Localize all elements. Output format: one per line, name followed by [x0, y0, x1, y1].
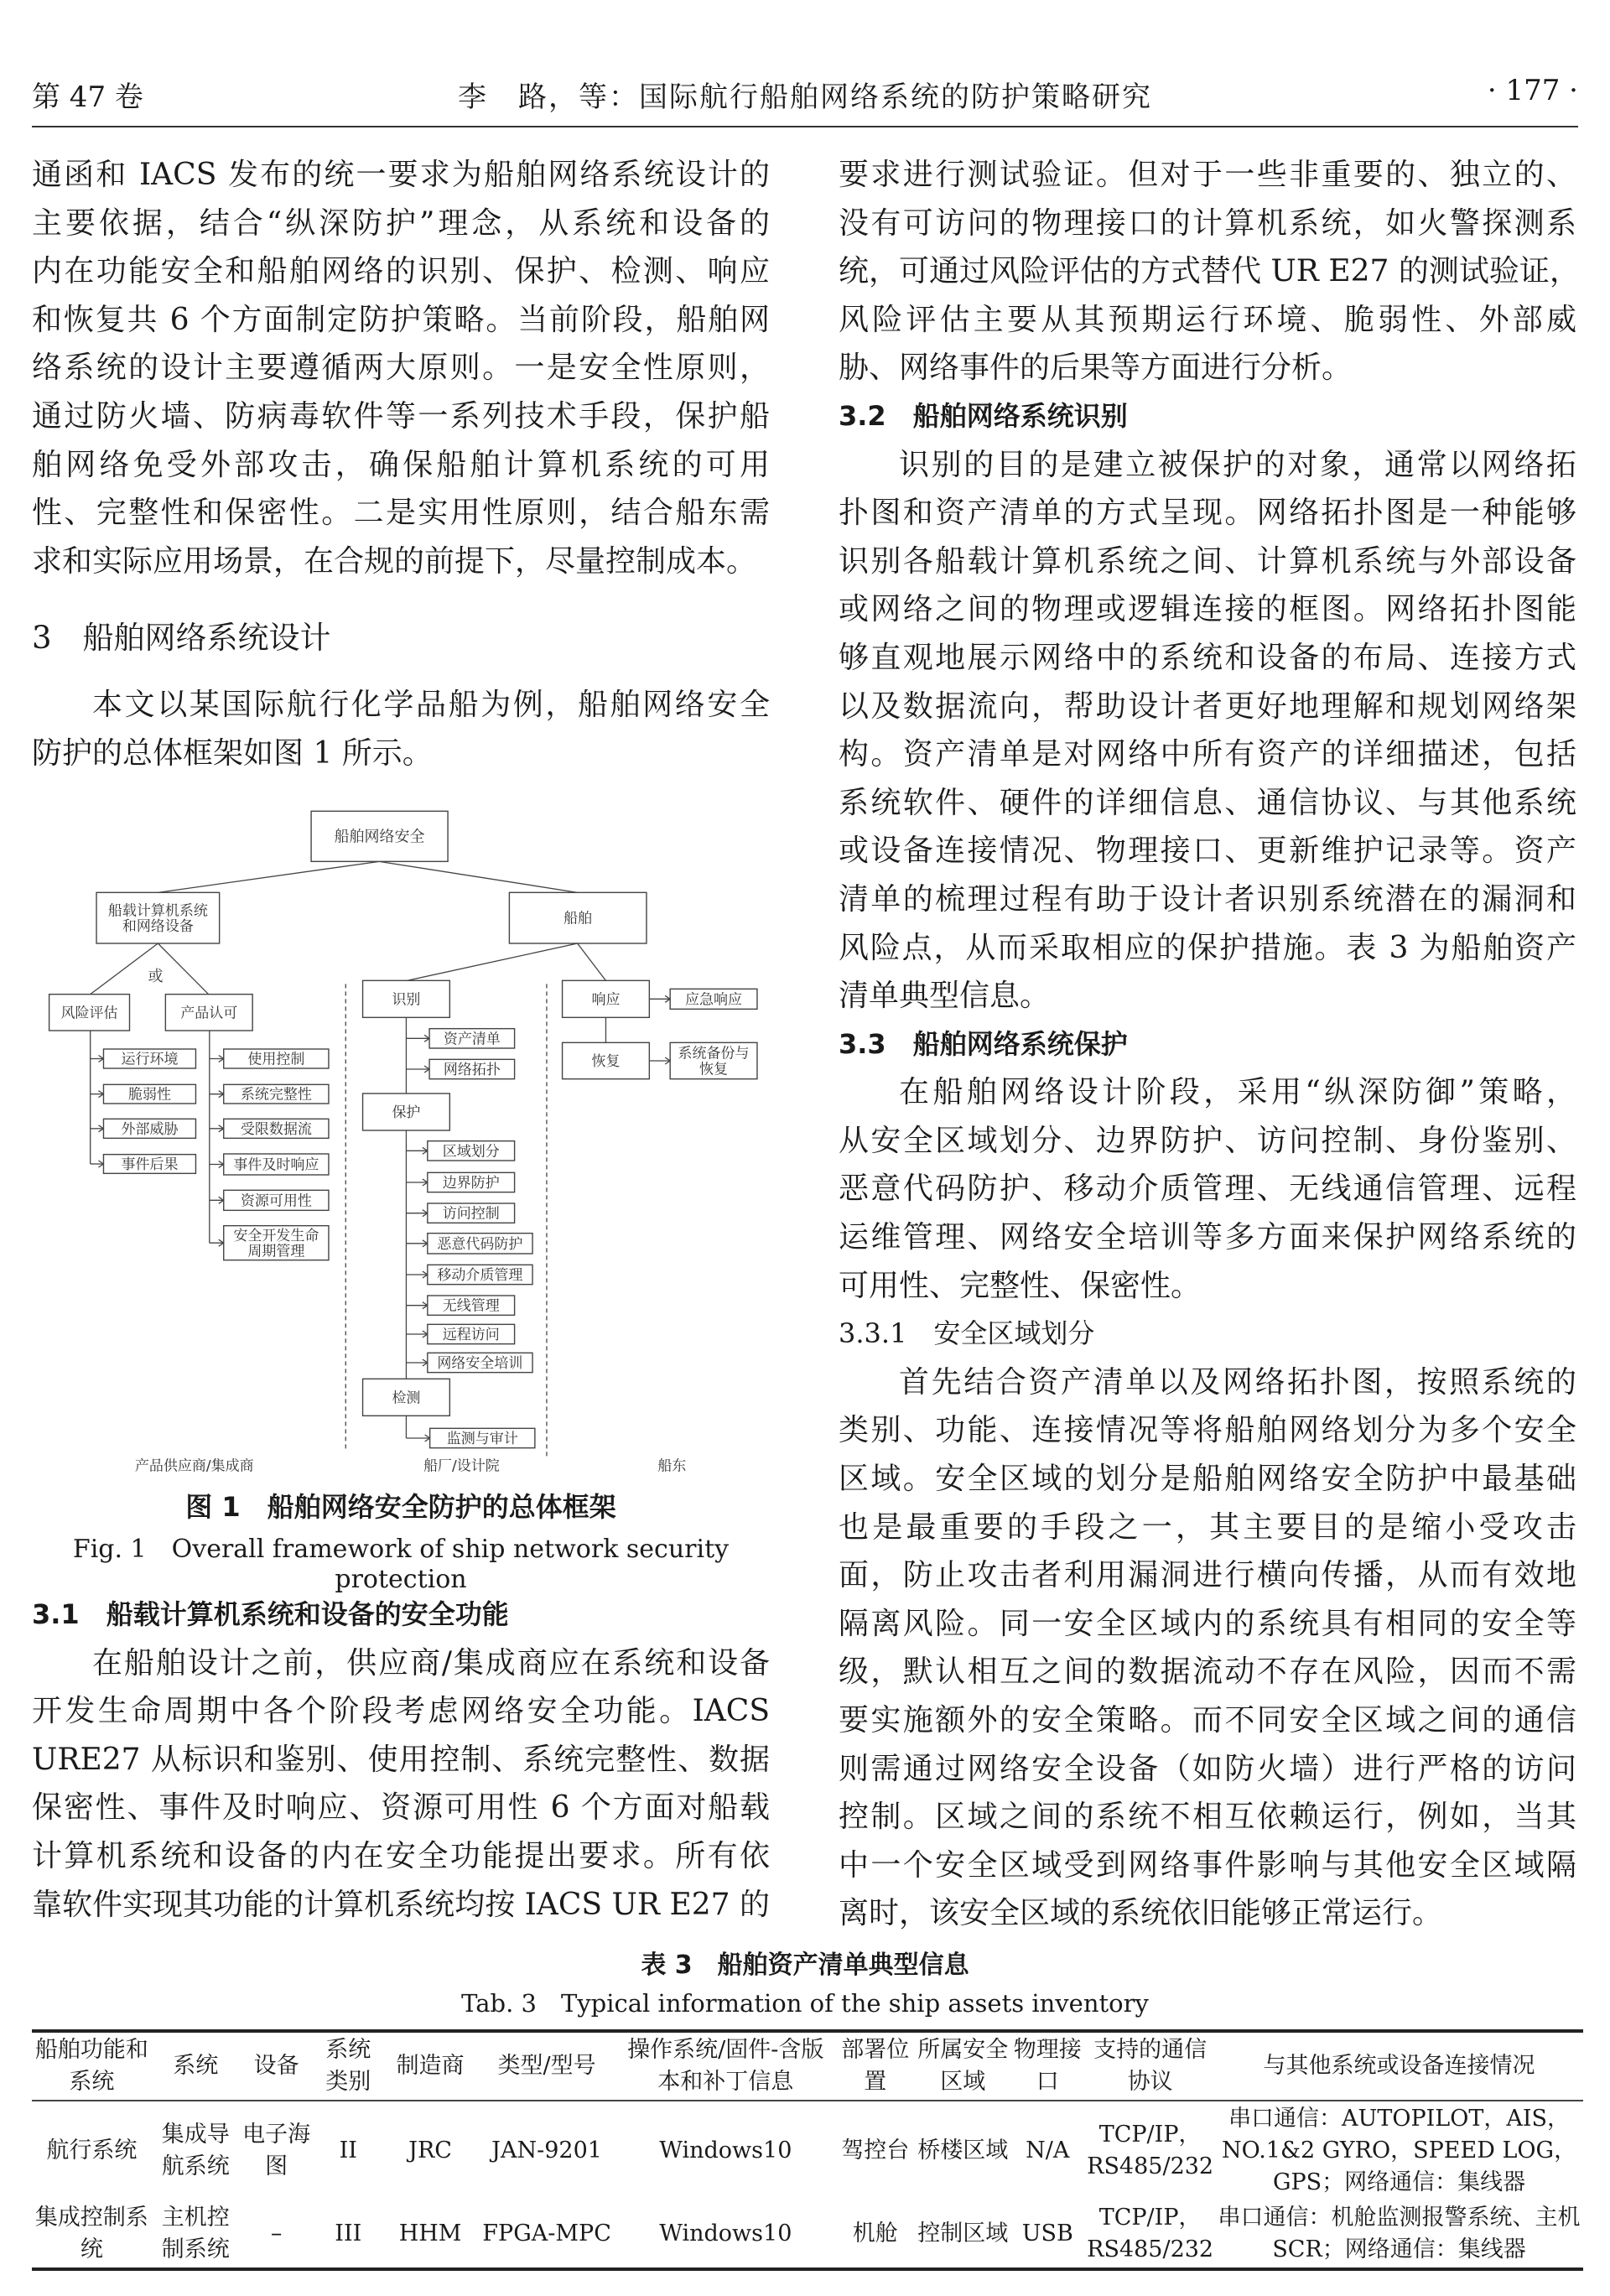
column-header: 操作系统/固件-含版本和补丁信息 [627, 2037, 824, 2095]
text-line: 统，可通过风险评估的方式替代 UR E27 的测试验证， [839, 254, 1580, 289]
table-cell: FPGA-MPC [482, 2221, 611, 2247]
text-line: 系统软件、硬件的详细信息、通信协议、与其他系统 [839, 785, 1576, 820]
box-label: 系统备份与 [678, 1045, 750, 1062]
box-label: 恢复 [699, 1061, 729, 1078]
figure-caption-en: Fig. 1 Overall framework of ship network security protection [72, 1535, 730, 1594]
paragraph [839, 151, 1580, 392]
box-label: 访问控制 [442, 1205, 500, 1223]
box-label: 资产清单 [443, 1031, 501, 1048]
table-cell: 电子海图 [242, 2122, 311, 2179]
paragraph [32, 151, 770, 585]
volume-label: 第 47 卷 [32, 81, 143, 114]
table-cell: Windows10 [659, 2221, 792, 2247]
paragraph [839, 1358, 1576, 1938]
table-cell: USB [1021, 2221, 1073, 2247]
box-label: 和网络设备 [122, 917, 194, 935]
header-rule [32, 126, 1578, 127]
text-line: 以及数据流向，帮助设计者更好地理解和规划网络架 [839, 688, 1576, 724]
column-header: 类型/型号 [497, 2053, 596, 2079]
assets-table [32, 2029, 1583, 2271]
box-label: 产品认可 [180, 1005, 238, 1022]
right-column [839, 151, 1580, 1938]
table-cell: Windows10 [659, 2138, 792, 2164]
text-line: 风险评估主要从其预期运行环境、脆弱性、外部威 [839, 302, 1576, 337]
box-label: 系统完整性 [240, 1086, 312, 1104]
text-line: 识别各船载计算机系统之间、计算机系统与外部设备 [839, 543, 1576, 579]
text-line: 区域。安全区域的划分是船舶网络安全防护中最基础 [839, 1462, 1576, 1497]
text-line: 识别的目的是建立被保护的对象，通常以网络拓 [899, 447, 1576, 482]
box-label: 移动介质管理 [437, 1266, 523, 1284]
box-label: 无线管理 [442, 1297, 500, 1315]
running-title: 李 路，等：国际航行船舶网络系统的防护策略研究 [458, 81, 1152, 114]
column-header: 船舶功能和系统 [34, 2037, 148, 2095]
table-cell: II [339, 2138, 357, 2164]
text-line: 构。资产清单是对网络中所有资产的详细描述，包括 [839, 737, 1576, 772]
paragraph [32, 1639, 770, 1930]
text-line: 面，防止攻击者利用漏洞进行横向传播，从而有效地 [839, 1558, 1576, 1593]
table-cell: JAN-9201 [491, 2138, 602, 2164]
text-line: 靠软件实现其功能的计算机系统均按 IACS UR E27 的 [32, 1887, 770, 1922]
text-line: 开发生命周期中各个阶段考虑网络安全功能。IACS [32, 1694, 770, 1729]
text-line: 防护的总体框架如图 1 所示。 [32, 735, 433, 771]
text-line: 可用性、完整性、保密性。 [839, 1268, 1202, 1303]
column-header: 设备 [253, 2053, 299, 2079]
table-cell: 集成导航系统 [161, 2122, 230, 2179]
text-line: 求和实际应用场景，在合规的前提下，尽量控制成本。 [32, 543, 757, 579]
text-line: 计算机系统和设备的内在安全功能提出要求。所有依 [32, 1838, 770, 1873]
text-line: 扑图和资产清单的方式呈现。网络拓扑图是一种能够 [839, 496, 1576, 531]
text-line: 也是最重要的手段之一，其主要目的是缩小受攻击 [839, 1509, 1576, 1545]
paragraph [32, 681, 770, 777]
text-line: 恶意代码防护、移动介质管理、无线通信管理、远程 [839, 1171, 1576, 1207]
text-line: 通过防火墙、防病毒软件等一系列技术手段，保护船 [32, 398, 770, 434]
table-cell: III [335, 2221, 362, 2247]
box-label: 使用控制 [247, 1051, 305, 1068]
box-label: 风险评估 [60, 1005, 118, 1022]
text-line: 运维管理、网络安全培训等多方面来保护网络系统的 [839, 1220, 1576, 1255]
text-line: 中一个安全区域受到网络事件影响与其他安全区域隔 [839, 1847, 1576, 1883]
text-line: 则需通过网络安全设备（如防火墙）进行严格的访问 [839, 1751, 1576, 1786]
text-line: 舶网络免受外部攻击，确保船舶计算机系统的可用 [32, 447, 770, 482]
section-heading-3-1: 3.1 船载计算机系统和设备的安全功能 [32, 1598, 509, 1630]
table-cell: 桥楼区域 [917, 2138, 1009, 2164]
table-cell: JRC [408, 2138, 452, 2164]
text-line: 够直观地展示网络中的系统和设备的布局、连接方式 [839, 640, 1576, 675]
box-label: 识别 [392, 991, 421, 1009]
text-line: 或设备连接情况、物理接口、更新维护记录等。资产 [839, 834, 1576, 869]
column-header: 部署位置 [841, 2037, 910, 2095]
box-label: 远程访问 [442, 1326, 500, 1343]
section-heading-3-2: 3.2 船舶网络系统识别 [839, 399, 1128, 432]
column-header: 所属安全区域 [917, 2037, 1009, 2095]
table-caption-en: Tab. 3 Typical information of the ship assets inventory [461, 1989, 1149, 2018]
column-header: 制造商 [396, 2053, 465, 2079]
text-line: 通函和 IACS 发布的统一要求为船舶网络系统设计的 [32, 158, 770, 192]
text-line: 首先结合资产清单以及网络拓扑图，按照系统的 [899, 1364, 1576, 1400]
table-cell: TCP/IP，RS485/232 [1087, 2122, 1214, 2179]
table-header-row [32, 2031, 1583, 2101]
table-cell: – [270, 2221, 283, 2247]
page-number: · 177 · [1487, 74, 1578, 107]
column-header: 与其他系统或设备连接情况 [1263, 2053, 1535, 2079]
box-label: 网络安全培训 [437, 1354, 523, 1372]
text-line: 要求进行测试验证。但对于一些非重要的、独立的、 [839, 158, 1576, 192]
text-line: 类别、功能、连接情况等将船舶网络划分为多个安全 [839, 1413, 1576, 1448]
text-line: 清单典型信息。 [839, 979, 1051, 1014]
lane-label: 船东 [657, 1457, 687, 1475]
box-label: 应急响应 [685, 991, 743, 1009]
text-line: 在船舶网络设计阶段，采用“纵深防御”策略， [899, 1075, 1576, 1110]
box-label: 事件及时响应 [233, 1156, 319, 1174]
framework-figure [34, 797, 771, 1476]
text-line: 控制。区域之间的系统不相互依赖运行，例如，当其 [839, 1800, 1576, 1835]
table-cell: 控制区域 [917, 2221, 1009, 2247]
left-column-top [32, 151, 770, 777]
table-cell: 主机控制系统 [161, 2205, 230, 2262]
text-line: 隔离风险。同一安全区域内的系统具有相同的安全等 [839, 1606, 1576, 1641]
box-label: 运行环境 [121, 1051, 179, 1068]
box-label: 周期管理 [247, 1243, 305, 1260]
column-header: 系统 [173, 2053, 219, 2079]
connector-line [408, 943, 578, 980]
box-label: 恢复 [591, 1052, 621, 1070]
table-cell: 机舱 [852, 2221, 898, 2247]
box-label: 脆弱性 [127, 1086, 171, 1104]
connector-line [158, 861, 379, 892]
column-header: 系统类别 [325, 2037, 371, 2095]
table-cell: 串口通信：机舱监测报警系统、主机SCR；网络通信：集线器 [1218, 2205, 1581, 2262]
or-label: 或 [148, 968, 164, 985]
table-cell: TCP/IP，RS485/232 [1087, 2205, 1214, 2262]
box-label: 保护 [392, 1104, 421, 1121]
table-row [32, 2101, 1583, 2200]
text-line: 级，默认相互之间的数据流动不存在风险，因而不需 [839, 1654, 1576, 1690]
section-heading-3-3: 3.3 船舶网络系统保护 [839, 1027, 1128, 1060]
box-label: 边界防护 [442, 1174, 500, 1192]
box-label: 资源可用性 [240, 1192, 312, 1210]
table-cell: N/A [1026, 2138, 1070, 2164]
box-label: 监测与审计 [446, 1430, 518, 1447]
box-label: 响应 [591, 991, 621, 1009]
text-line: 在船舶设计之前，供应商/集成商应在系统和设备 [92, 1645, 770, 1680]
left-column-bottom [32, 1591, 770, 1929]
text-line: 没有可访问的物理接口的计算机系统，如火警探测系 [839, 205, 1576, 241]
table-row [32, 2200, 1583, 2269]
section-heading-3: 3 船舶网络系统设计 [32, 620, 331, 657]
paragraph [839, 441, 1576, 1021]
column-header: 支持的通信协议 [1093, 2037, 1208, 2095]
text-line: 清单的梳理过程有助于设计者识别系统潜在的漏洞和 [839, 881, 1576, 917]
box-label: 区域划分 [442, 1143, 500, 1161]
paragraph [839, 1068, 1576, 1310]
text-line: 从安全区域划分、边界防护、访问控制、身份鉴别、 [839, 1123, 1576, 1158]
text-line: 要实施额外的安全策略。而不同安全区域之间的通信 [839, 1703, 1576, 1738]
table-cell: HHM [398, 2221, 462, 2247]
section-heading-3-3-1: 3.3.1 安全区域划分 [839, 1317, 1095, 1350]
text-line: 内在功能安全和船舶网络的识别、保护、检测、响应 [32, 254, 770, 289]
box-label: 事件后果 [121, 1156, 179, 1173]
figure-caption-cn: 图 1 船舶网络安全防护的总体框架 [185, 1491, 616, 1523]
text-line: 离时，该安全区域的系统依旧能够正常运行。 [839, 1896, 1443, 1931]
table-cell: 航行系统 [46, 2138, 138, 2164]
box-label: 船载计算机系统 [107, 902, 208, 920]
text-line: 或网络之间的物理或逻辑连接的框图。网络拓扑图能 [839, 592, 1576, 627]
text-line: 和恢复共 6 个方面制定防护策略。当前阶段，船舶网 [32, 302, 770, 337]
table-cell: 驾控台 [841, 2138, 910, 2164]
text-line: URE27 从标识和鉴别、使用控制、系统完整性、数据 [32, 1742, 770, 1777]
box-label: 受限数据流 [240, 1120, 312, 1138]
text-line: 风险点，从而采取相应的保护措施。表 3 为船舶资产 [839, 930, 1576, 965]
table-cell: 串口通信：AUTOPILOT，AIS，NO.1&2 GYRO，SPEED LOG，GPS；网络通信：集线器 [1222, 2106, 1577, 2195]
lane-label: 产品供应商/集成商 [134, 1457, 254, 1475]
box-label: 检测 [392, 1390, 421, 1407]
text-line: 主要依据，结合“纵深防护”理念，从系统和设备的 [32, 205, 770, 241]
text-line: 络系统的设计主要遵循两大原则。一是安全性原则， [32, 351, 770, 386]
box-label: 网络拓扑 [443, 1061, 501, 1078]
connector-line [578, 943, 606, 980]
box-label: 船舶 [564, 910, 593, 927]
connector-line [379, 861, 577, 892]
text-line: 胁、网络事件的后果等方面进行分析。 [839, 351, 1353, 386]
box-label: 安全开发生命 [233, 1227, 319, 1244]
lane-label: 船厂/设计院 [423, 1457, 500, 1475]
table-caption-cn: 表 3 船舶资产清单典型信息 [641, 1951, 969, 1980]
connector-line [158, 943, 208, 995]
box-label: 外部威胁 [121, 1120, 179, 1138]
column-header: 物理接口 [1013, 2037, 1082, 2095]
text-line: 本文以某国际航行化学品船为例，船舶网络安全 [92, 687, 770, 722]
text-line: 保密性、事件及时响应、资源可用性 6 个方面对船载 [32, 1790, 770, 1826]
box-label: 船舶网络安全 [334, 828, 425, 846]
table-cell: 集成控制系统 [34, 2205, 148, 2262]
box-label: 恶意代码防护 [437, 1235, 523, 1253]
text-line: 性、完整性和保密性。二是实用性原则，结合船东需 [32, 496, 770, 531]
